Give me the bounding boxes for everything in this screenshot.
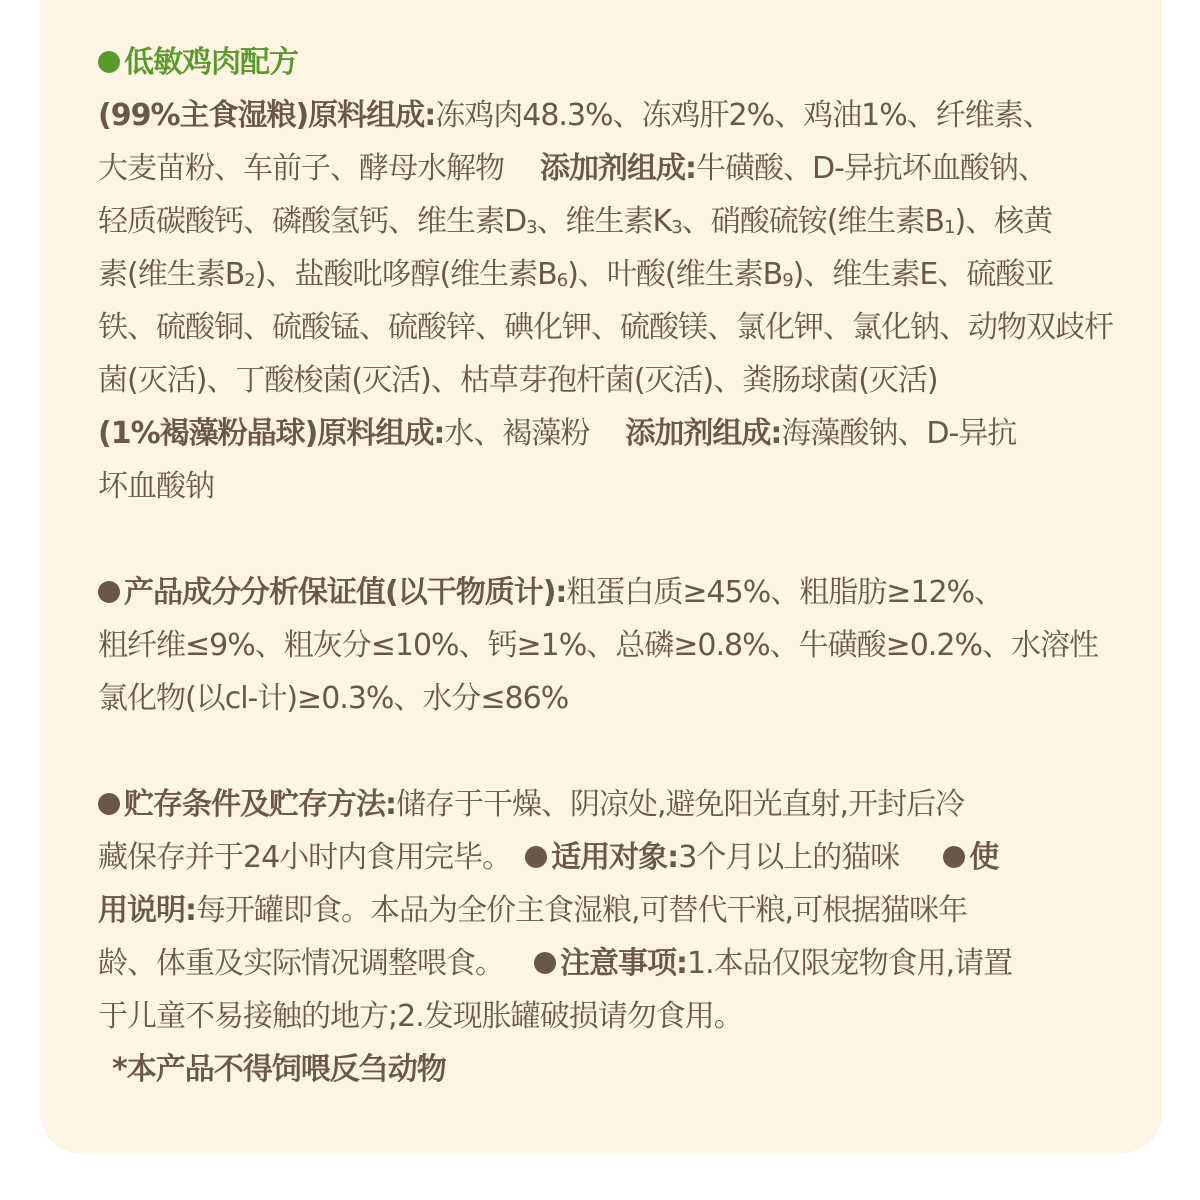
- notice-text-1: 1.本品仅限宠物食用,请置: [687, 946, 1013, 981]
- bullet-icon: [98, 581, 120, 603]
- notice-text-2: 于儿童不易接触的地方;2.发现胀罐破损请勿食用。: [98, 999, 743, 1034]
- main-food-line-6: [98, 354, 1098, 407]
- main-food-ingredients-1: 冻鸡肉48.3%、冻鸡肝2%、鸡油1%、纤维素、: [435, 98, 1052, 133]
- bullet-icon: [943, 846, 965, 868]
- main-food-label: (99%主食湿粮)原料组成:: [98, 98, 436, 133]
- disclaimer: [98, 1043, 1098, 1096]
- analysis-values-2: 粗纤维≤9%、粗灰分≤10%、钙≥1%、总磷≥0.8%、牛磺酸≥0.2%、水溶性: [98, 628, 1098, 663]
- algae-line-2: [98, 460, 1098, 513]
- additive-text: 菌(灭活)、丁酸梭菌(灭活)、枯草芽孢杆菌(灭活)、粪肠球菌(灭活): [98, 363, 938, 398]
- additive-text: )、维生素E、硫酸亚: [792, 257, 1054, 292]
- usage-label-b: 用说明:: [98, 893, 196, 928]
- usage-text-1: 每开罐即食。本品为全价主食湿粮,可替代干粮,可根据猫咪年: [196, 893, 968, 928]
- additive-text: )、叶酸(维生素B: [567, 257, 783, 292]
- usage-text-2: 龄、体重及实际情况调整喂食。: [98, 946, 504, 981]
- bullet-icon: [534, 952, 556, 974]
- main-food-additive-1: 牛磺酸、D-异抗坏血酸钠、: [696, 151, 1047, 186]
- spacer: [98, 725, 1098, 778]
- additive-text: )、盐酸吡哆醇(维生素B: [254, 257, 557, 292]
- subscript: 9: [782, 270, 793, 291]
- algae-additive-label: 添加剂组成:: [625, 416, 782, 451]
- additive-text: 铁、硫酸铜、硫酸锰、硫酸锌、碘化钾、硫酸镁、氯化钾、氯化钠、动物双歧杆: [98, 310, 1113, 345]
- subscript: 1: [944, 217, 955, 238]
- main-food-line-3: [98, 195, 1098, 248]
- subscript: 3: [671, 217, 682, 238]
- spacer: [98, 513, 1098, 566]
- analysis-line-3: [98, 672, 1098, 725]
- bullet-icon: [98, 51, 120, 73]
- analysis-line-2: [98, 619, 1098, 672]
- main-food-line-5: [98, 301, 1113, 354]
- subscript: 3: [526, 217, 537, 238]
- additive-text: 素(维生素B: [98, 257, 245, 292]
- additive-text: )、核黄: [954, 204, 1053, 239]
- analysis-line-1: [98, 566, 1098, 619]
- algae-additive-b: 坏血酸钠: [98, 469, 214, 504]
- analysis-values-3: 氯化物(以cl-计)≥0.3%、水分≤86%: [98, 681, 569, 716]
- main-food-line-4: [98, 248, 1098, 301]
- additive-text: 、维生素K: [536, 204, 672, 239]
- additive-text: 、硝酸硫铵(维生素B: [681, 204, 944, 239]
- storage-label: 贮存条件及贮存方法:: [124, 787, 396, 822]
- target-label: 适用对象:: [551, 840, 679, 875]
- main-food-line-1: [98, 89, 1098, 142]
- notice-line-2: [98, 990, 1098, 1043]
- algae-label: (1%褐藻粉晶球)原料组成:: [98, 416, 445, 451]
- storage-line-1: [98, 778, 1098, 831]
- algae-additive-a: 海藻酸钠、D-异抗: [781, 416, 1017, 451]
- usage-line-2: [98, 937, 1098, 990]
- formula-heading: [98, 36, 1098, 89]
- analysis-label: 产品成分分析保证值(以干物质计):: [124, 575, 567, 610]
- target-value: 3个月以上的猫咪: [678, 840, 900, 875]
- main-food-line-2: [98, 142, 1098, 195]
- main-food-ingredients-2: 大麦苗粉、车前子、酵母水解物: [98, 151, 504, 186]
- notice-label: 注意事项:: [560, 946, 687, 981]
- disclaimer-text: *本产品不得饲喂反刍动物: [112, 1052, 446, 1087]
- analysis-values-1: 粗蛋白质≥45%、粗脂肪≥12%、: [566, 575, 1004, 610]
- storage-text-1: 储存于干燥、阴凉处,避免阳光直射,开封后冷: [396, 787, 965, 822]
- formula-title: 低敏鸡肉配方: [124, 45, 298, 80]
- algae-ingredients: 水、褐藻粉: [444, 416, 590, 451]
- subscript: 2: [244, 270, 255, 291]
- usage-line-1: [98, 884, 1098, 937]
- additive-text: 轻质碳酸钙、磷酸氢钙、维生素D: [98, 204, 527, 239]
- bullet-icon: [98, 793, 120, 815]
- bullet-icon: [525, 846, 547, 868]
- algae-line-1: [98, 407, 1098, 460]
- subscript: 6: [556, 270, 568, 291]
- storage-line-2: [98, 831, 1098, 884]
- storage-text-2: 藏保存并于24小时内食用完毕。: [98, 840, 512, 875]
- usage-label-a: 使: [969, 840, 999, 875]
- product-info-content: [98, 36, 1113, 1096]
- main-food-additive-label: 添加剂组成:: [540, 151, 696, 186]
